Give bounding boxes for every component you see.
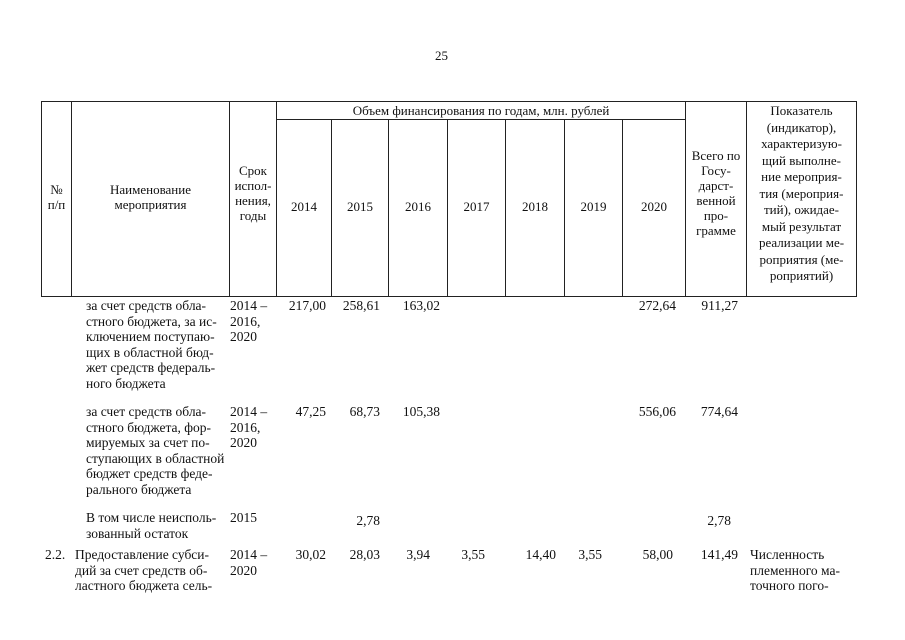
row-3-2015: 2,78 (356, 513, 380, 528)
row-1-term: 2014 – 2016, 2020 (230, 298, 268, 344)
row-4-2019: 3,55 (578, 547, 602, 562)
header-year-2020: 2020 (641, 199, 667, 214)
col-line (856, 101, 857, 297)
header-year-2019: 2019 (580, 199, 607, 214)
row-1-name: за счет средств обла- стного бюджета, за ис- ключением поступаю- щих в областной бюд- жет средств федераль- ного бюджета (86, 298, 217, 391)
row-3-total: 2,78 (707, 513, 731, 528)
row-2-2016: 105,38 (402, 404, 440, 419)
row-1-2014: 217,00 (288, 298, 326, 313)
row-1-total: 911,27 (701, 298, 738, 313)
row-4-2016: 3,94 (406, 547, 430, 562)
table-top-border (41, 101, 856, 102)
row-4-2018: 14,40 (525, 547, 556, 562)
page-number: 25 (435, 48, 448, 63)
row-4-term: 2014 – 2020 (230, 547, 268, 578)
header-indicator: Показатель (индикатор), характеризую- щий выполне- ние мероприя- тия (мероприя- тий), ожидае- мый результат реализации ме- роприятия (ме- роприятий) (758, 103, 845, 283)
row-2-2015: 68,73 (349, 404, 380, 419)
header-total: Всего по Госу- дарст- венной про- грамме (691, 148, 741, 238)
row-1-2020: 272,64 (638, 298, 676, 313)
row-4-2017: 3,55 (461, 547, 485, 562)
row-1-2016: 163,02 (402, 298, 440, 313)
header-term: Срок испол- нения, годы (234, 163, 272, 223)
row-1-2015: 258,61 (342, 298, 380, 313)
header-bottom-border (41, 296, 856, 297)
row-2-term: 2014 – 2016, 2020 (230, 404, 268, 450)
row-4-2020: 58,00 (642, 547, 673, 562)
row-2-2014: 47,25 (295, 404, 326, 419)
header-funding: Объем финансирования по годам, млн. рублей (352, 103, 610, 118)
header-year-2015: 2015 (347, 199, 373, 214)
funding-subheader-line (276, 119, 685, 120)
row-4-name: Предоставление субси- дий за счет средств об- ластного бюджета сель- (75, 547, 213, 593)
row-3-name: В том числе неисполь- зованный остаток (86, 510, 217, 541)
row-4-2015: 28,03 (349, 547, 380, 562)
header-year-2016: 2016 (405, 199, 431, 214)
header-year-2018: 2018 (522, 199, 548, 214)
row-4-2014: 30,02 (295, 547, 326, 562)
header-num: № п/п (47, 182, 66, 212)
row-2-name: за счет средств обла- стного бюджета, фор- мируемых за счет по- ступающих в областной бюджет средств феде- рального бюджета (86, 404, 225, 497)
row-4-num: 2.2. (45, 547, 66, 562)
header-year-2014: 2014 (291, 199, 317, 214)
row-3-term: 2015 (230, 510, 257, 525)
row-4-total: 141,49 (700, 547, 738, 562)
header-name: Наименование мероприятия (110, 182, 191, 212)
header-year-2017: 2017 (463, 199, 490, 214)
row-2-total: 774,64 (700, 404, 738, 419)
row-2-2020: 556,06 (638, 404, 676, 419)
row-4-indicator: Численность племенного ма- точного пого- (750, 547, 840, 593)
